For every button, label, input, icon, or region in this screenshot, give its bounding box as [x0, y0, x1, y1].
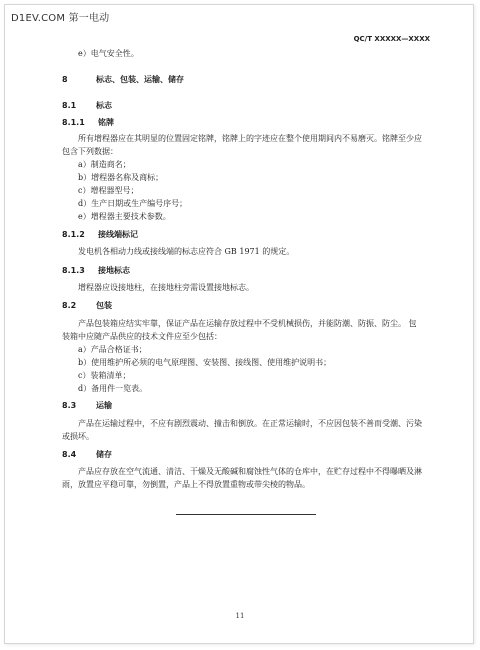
end-rule — [176, 514, 316, 515]
section-number: 8.1.2 — [62, 230, 85, 239]
section-8-heading — [62, 74, 184, 85]
list-item: a）产品合格证书； — [78, 345, 147, 354]
section-title: 包装 — [96, 301, 112, 310]
list-item: a）制造商名； — [78, 160, 131, 169]
section-title: 接地标志 — [98, 266, 130, 275]
section-number: 8.1.3 — [62, 266, 85, 275]
paragraph-line: 雨，放置应平稳可靠，勿倒置，产品上不得放置重物或带尖棱的物品。 — [62, 480, 310, 489]
section-title: 铭牌 — [98, 118, 114, 127]
paragraph-line: 所有增程器应在其明显的位置固定铭牌，铭牌上的字迹应在整个使用期间内不易磨灭。铭牌至少应 — [78, 134, 422, 143]
section-title: 标志 — [96, 101, 112, 110]
section-8-1-heading — [62, 100, 112, 111]
section-number: 8.1 — [62, 101, 77, 110]
section-number: 8.4 — [62, 450, 77, 459]
section-number: 8.3 — [62, 401, 77, 410]
list-item: e）增程器主要技术参数。 — [78, 212, 171, 221]
paragraph-line: 或损坏。 — [62, 432, 94, 441]
paragraph-line: 产品包装箱应结实牢靠，保证产品在运输存放过程中不受机械损伤，并能防潮、防振、防尘。 包 — [78, 319, 417, 328]
paragraph-line: 增程器应设接地柱，在接地柱旁需设置接地标志。 — [78, 283, 254, 292]
list-item: b）增程器名称及商标； — [78, 173, 164, 182]
section-8-4-heading — [62, 449, 112, 460]
section-8-2-heading — [62, 300, 112, 311]
section-title: 储存 — [96, 450, 112, 459]
list-item: d）备用件一览表。 — [78, 384, 148, 393]
section-8-1-1-heading — [62, 117, 114, 128]
list-item: d）生产日期或生产编号序号； — [78, 199, 188, 208]
section-8-1-2-heading — [62, 229, 138, 240]
section-8-1-3-heading — [62, 265, 130, 276]
paragraph-line: 包含下列数据： — [62, 147, 118, 156]
section-title: 运输 — [96, 401, 112, 410]
paragraph-line: 产品在运输过程中，不应有剧烈震动、撞击和倒放。在正常运输时，不应因包装不善而受潮、污染 — [78, 419, 422, 428]
paragraph-line: 产品应存放在空气流通、清洁、干燥及无酸碱和腐蚀性气体的仓库中，在贮存过程中不得曝晒及淋 — [78, 467, 422, 476]
list-item: b）使用维护所必须的电气原理图、安装图、接线图、使用维护说明书； — [78, 358, 332, 367]
paragraph-line: 发电机各相动力线或接线端的标志应符合 GB 1971 的规定。 — [78, 247, 295, 256]
intro-item: e）电气安全性。 — [78, 49, 139, 58]
section-8-3-heading — [62, 400, 112, 411]
section-number: 8.1.1 — [62, 118, 85, 127]
page-number: 11 — [235, 612, 245, 620]
section-number: 8.2 — [62, 301, 77, 310]
document-number: QC/T XXXXX—XXXX — [353, 35, 430, 43]
section-title: 标志、包装、运输、储存 — [96, 75, 184, 84]
section-title: 接线端标记 — [98, 230, 138, 239]
section-number: 8 — [62, 75, 68, 84]
list-item: c）增程器型号； — [78, 186, 139, 195]
list-item: c）装箱清单； — [78, 371, 131, 380]
paragraph-line: 装箱中应随产品供应的技术文件应至少包括： — [62, 332, 222, 341]
watermark: D1EV.COM 第一电动 — [11, 13, 110, 24]
